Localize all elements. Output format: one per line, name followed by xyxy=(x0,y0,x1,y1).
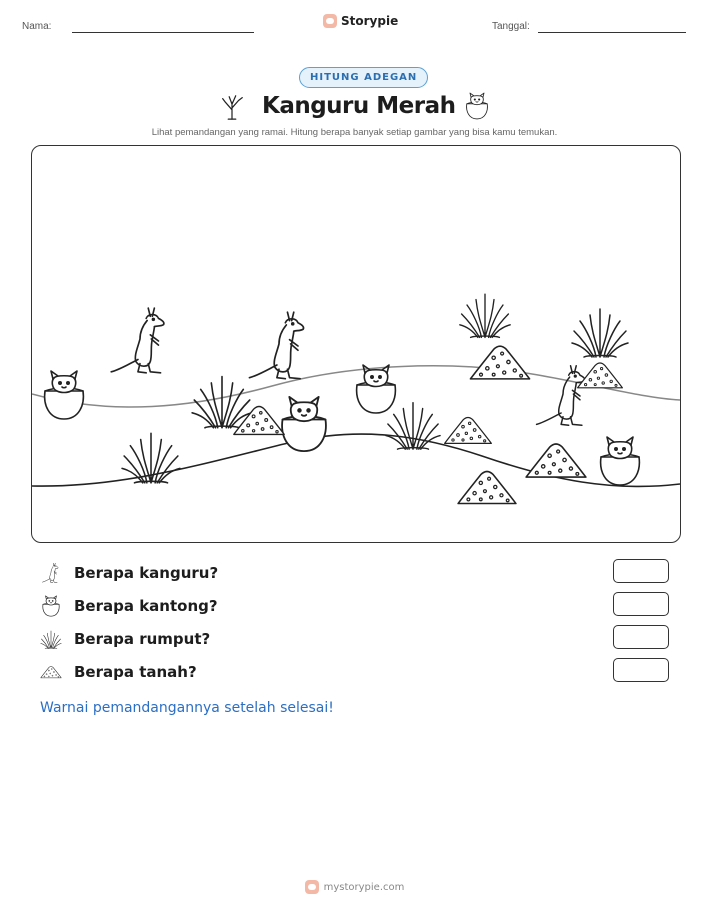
answer-box-pouch[interactable] xyxy=(613,592,669,616)
question-dirt xyxy=(40,659,197,685)
question-kangaroo xyxy=(40,560,218,586)
question-text: Berapa tanah? xyxy=(74,663,197,681)
name-label: Nama: xyxy=(22,21,52,32)
kangaroo xyxy=(108,304,172,378)
tree-icon xyxy=(218,93,246,121)
dirt-mound xyxy=(524,440,588,480)
question-pouch xyxy=(40,593,218,619)
storypie-logo-icon xyxy=(323,14,337,28)
question-text: Berapa kanguru? xyxy=(74,564,219,582)
answer-box-grass[interactable] xyxy=(613,625,669,649)
brand xyxy=(323,14,398,28)
grass xyxy=(120,426,182,486)
date-line[interactable] xyxy=(538,32,686,33)
dirt-mound xyxy=(468,343,532,381)
pouch xyxy=(597,434,643,488)
pouch xyxy=(41,368,87,422)
grass xyxy=(458,288,512,340)
question-text: Berapa rumput? xyxy=(74,630,211,648)
kangaroo-icon xyxy=(40,562,62,584)
grass-icon xyxy=(40,628,62,650)
dirt-mound xyxy=(576,360,624,390)
grass xyxy=(570,302,630,360)
scene-box[interactable] xyxy=(31,145,681,543)
footer xyxy=(0,880,709,894)
date-label: Tanggal: xyxy=(492,21,530,32)
question-grass xyxy=(40,626,210,652)
dirt-mound xyxy=(456,468,518,506)
pouch-title-icon xyxy=(464,92,490,120)
pouch-icon xyxy=(40,595,62,617)
brand-name: Storypie xyxy=(341,14,399,28)
question-text: Berapa kantong? xyxy=(74,597,218,615)
grass xyxy=(384,396,442,452)
dirt-mound xyxy=(443,414,493,446)
closing-note: Warnai pemandangannya setelah selesai! xyxy=(40,700,334,716)
answer-box-dirt[interactable] xyxy=(613,658,669,682)
storypie-logo-icon xyxy=(305,880,319,894)
footer-site[interactable]: mystorypie.com xyxy=(323,881,405,893)
page-title: Kanguru Merah xyxy=(262,93,456,119)
instructions: Lihat pemandangan yang ramai. Hitung berapa banyak setiap gambar yang bisa kamu temukan. xyxy=(151,127,558,138)
activity-tag: HITUNG ADEGAN xyxy=(299,67,428,88)
answer-box-kangaroo[interactable] xyxy=(613,559,669,583)
name-line[interactable] xyxy=(72,32,254,33)
dirt-mound-icon xyxy=(40,661,62,683)
dirt-mound xyxy=(232,403,286,437)
kangaroo xyxy=(246,308,312,384)
